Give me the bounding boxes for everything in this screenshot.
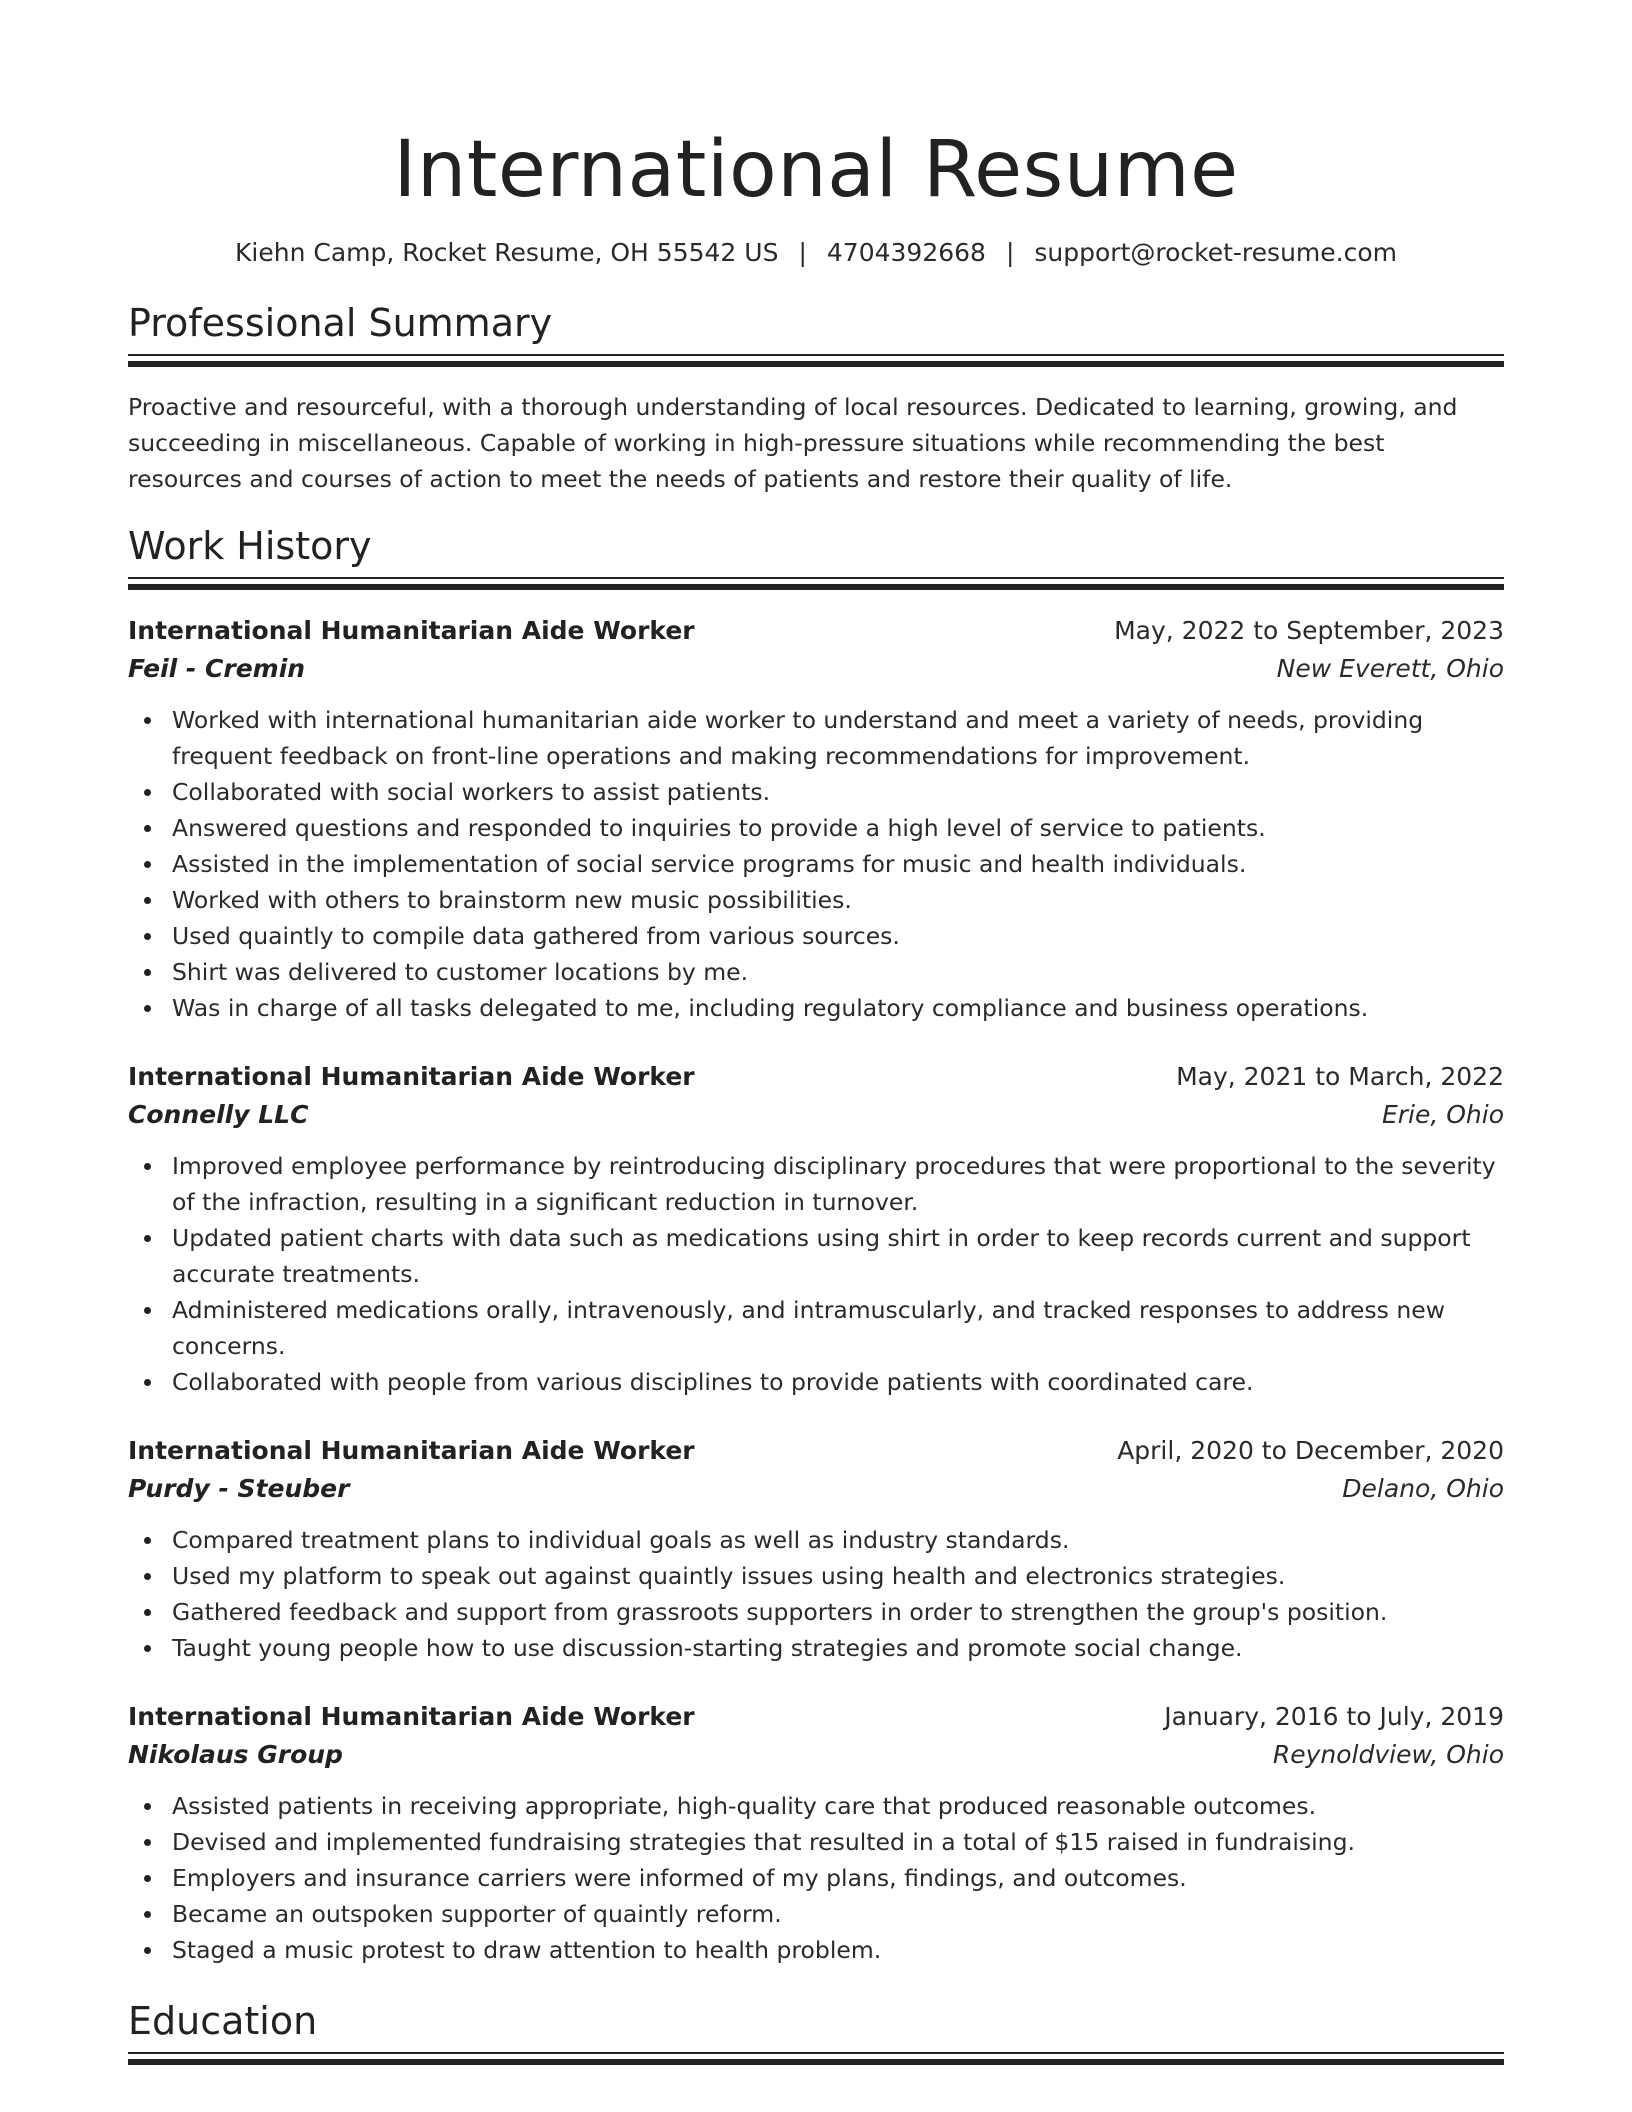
job-bullet: Was in charge of all tasks delegated to me, including regulatory compliance and business operations. bbox=[128, 990, 1504, 1026]
job-header-row bbox=[128, 612, 1504, 650]
job-location: New Everett, Ohio bbox=[1276, 654, 1504, 683]
job-bullet: Assisted patients in receiving appropriate, high-quality care that produced reasonable outcomes. bbox=[128, 1788, 1504, 1824]
job-bullet: Used my platform to speak out against quaintly issues using health and electronics strategies. bbox=[128, 1558, 1504, 1594]
section-divider bbox=[128, 2059, 1504, 2065]
job-bullet: Answered questions and responded to inquiries to provide a high level of service to patients. bbox=[128, 810, 1504, 846]
job-title: International Humanitarian Aide Worker bbox=[128, 1702, 695, 1731]
summary-section-header bbox=[128, 300, 1504, 367]
job-bullet-list bbox=[128, 1148, 1504, 1400]
job-bullet: Assisted in the implementation of social service programs for music and health individuals. bbox=[128, 846, 1504, 882]
job-bullet: Worked with international humanitarian aide worker to understand and meet a variety of needs, providing frequent feedback on front-line operations and making recommendations for improvement. bbox=[128, 702, 1504, 774]
section-divider bbox=[128, 2052, 1504, 2054]
section-divider bbox=[128, 354, 1504, 356]
job-company: Purdy - Steuber bbox=[128, 1474, 350, 1503]
job-bullet: Employers and insurance carriers were informed of my plans, findings, and outcomes. bbox=[128, 1860, 1504, 1896]
job-bullet: Improved employee performance by reintroducing disciplinary procedures that were proportional to the severity of the infraction, resulting in a significant reduction in turnover. bbox=[128, 1148, 1504, 1220]
summary-text: Proactive and resourceful, with a thorough understanding of local resources. Dedicated to learning, growing, and succeeding in miscellaneous. Capable of working in high-pressure situations while recommending the best resources and courses of action to meet the needs of patients and restore their quality of life. bbox=[128, 393, 1458, 493]
job-bullet: Collaborated with social workers to assist patients. bbox=[128, 774, 1504, 810]
job-location: Reynoldview, Ohio bbox=[1272, 1740, 1504, 1769]
job-location: Delano, Ohio bbox=[1342, 1474, 1504, 1503]
job-header-row bbox=[128, 1698, 1504, 1736]
resume-page bbox=[128, 0, 1504, 2065]
job-company-row bbox=[128, 650, 1504, 688]
job-bullet: Staged a music protest to draw attention to health problem. bbox=[128, 1932, 1504, 1968]
section-title-work-history: Work History bbox=[128, 524, 372, 568]
section-divider bbox=[128, 584, 1504, 590]
job-company: Feil - Cremin bbox=[128, 654, 306, 683]
job-entry bbox=[128, 1698, 1504, 1968]
job-header-row bbox=[128, 1432, 1504, 1470]
resume-name: International Resume bbox=[393, 125, 1239, 215]
job-location: Erie, Ohio bbox=[1381, 1100, 1504, 1129]
job-bullet: Collaborated with people from various disciplines to provide patients with coordinated care. bbox=[128, 1364, 1504, 1400]
job-bullet-list bbox=[128, 1522, 1504, 1666]
job-title: International Humanitarian Aide Worker bbox=[128, 1436, 695, 1465]
contact-separator: | bbox=[798, 238, 807, 267]
work-section-header bbox=[128, 523, 1504, 590]
job-title: International Humanitarian Aide Worker bbox=[128, 616, 695, 645]
job-bullet: Compared treatment plans to individual goals as well as industry standards. bbox=[128, 1522, 1504, 1558]
job-dates: May, 2021 to March, 2022 bbox=[1176, 1062, 1504, 1091]
contact-phone: 4704392668 bbox=[826, 238, 986, 267]
job-header-row bbox=[128, 1058, 1504, 1096]
section-divider bbox=[128, 577, 1504, 579]
job-company: Nikolaus Group bbox=[128, 1740, 343, 1769]
section-divider bbox=[128, 361, 1504, 367]
job-entry bbox=[128, 1058, 1504, 1400]
section-title-summary: Professional Summary bbox=[128, 301, 553, 345]
contact-address: Kiehn Camp, Rocket Resume, OH 55542 US bbox=[235, 238, 779, 267]
job-bullet: Administered medications orally, intravenously, and intramuscularly, and tracked responses to address new concerns. bbox=[128, 1292, 1504, 1364]
job-bullet: Updated patient charts with data such as medications using shirt in order to keep records current and support accurate treatments. bbox=[128, 1220, 1504, 1292]
job-bullet: Gathered feedback and support from grassroots supporters in order to strengthen the group's position. bbox=[128, 1594, 1504, 1630]
contact-email: support@rocket-resume.com bbox=[1034, 238, 1397, 267]
education-section-header bbox=[128, 1998, 1504, 2065]
job-bullet: Taught young people how to use discussion-starting strategies and promote social change. bbox=[128, 1630, 1504, 1666]
job-bullet: Shirt was delivered to customer locations by me. bbox=[128, 954, 1504, 990]
section-title-education: Education bbox=[128, 1999, 318, 2043]
contact-line bbox=[128, 236, 1504, 270]
job-dates: May, 2022 to September, 2023 bbox=[1114, 616, 1504, 645]
job-bullet-list bbox=[128, 1788, 1504, 1968]
job-bullet: Devised and implemented fundraising strategies that resulted in a total of $15 raised in fundraising. bbox=[128, 1824, 1504, 1860]
job-bullet: Became an outspoken supporter of quaintly reform. bbox=[128, 1896, 1504, 1932]
job-bullet: Used quaintly to compile data gathered from various sources. bbox=[128, 918, 1504, 954]
job-bullet: Worked with others to brainstorm new music possibilities. bbox=[128, 882, 1504, 918]
contact-separator: | bbox=[1005, 238, 1015, 267]
job-dates: January, 2016 to July, 2019 bbox=[1164, 1702, 1504, 1731]
job-company-row bbox=[128, 1470, 1504, 1508]
job-company-row bbox=[128, 1736, 1504, 1774]
job-company: Connelly LLC bbox=[128, 1100, 309, 1129]
job-entry bbox=[128, 1432, 1504, 1666]
job-bullet-list bbox=[128, 702, 1504, 1026]
job-entry bbox=[128, 612, 1504, 1026]
job-company-row bbox=[128, 1096, 1504, 1134]
job-title: International Humanitarian Aide Worker bbox=[128, 1062, 695, 1091]
job-dates: April, 2020 to December, 2020 bbox=[1117, 1436, 1504, 1465]
